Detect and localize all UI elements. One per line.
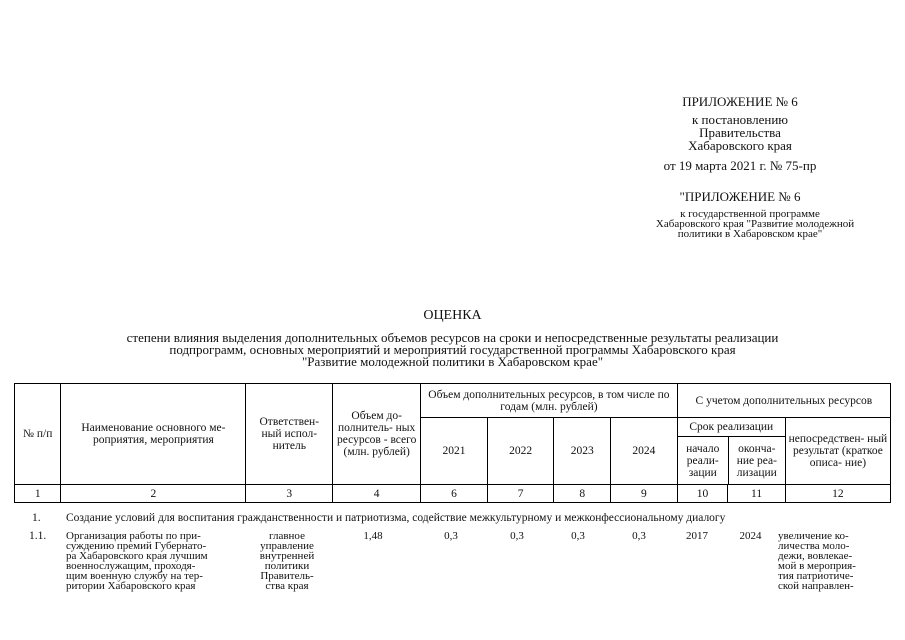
item-name-line: суждению премий Губернато- [66, 540, 207, 552]
item-start-year: 2017 [686, 530, 708, 542]
item-name [66, 531, 240, 591]
colnum-1: 1 [15, 485, 61, 503]
item-name-line: Организация работы по при- [66, 530, 201, 542]
header-volume: Объем до- полнитель- ных ресурсов - всего (млн. рублей) [333, 384, 421, 485]
item-end-year: 2024 [739, 530, 762, 542]
item-result-line: ской направлен- [778, 580, 854, 592]
item-2024: 0,3 [632, 530, 646, 542]
header-name: Наименование основного ме- роприятия, мероприятия [61, 384, 246, 485]
header-year-2022: 2022 [487, 418, 554, 485]
item-resp-line: управление [260, 540, 314, 552]
item-result [778, 531, 882, 591]
header-year-2021: 2021 [421, 418, 488, 485]
appendix-heading: ПРИЛОЖЕНИЕ № 6 [682, 94, 798, 109]
item-name-line: ритории Хабаровского края [66, 580, 196, 592]
colnum-12: 12 [785, 485, 890, 503]
colnum-10: 10 [677, 485, 728, 503]
colnum-3: 3 [246, 485, 333, 503]
colnum-2: 2 [61, 485, 246, 503]
document-subtitle-1: степени влияния выделения дополнительных объемов ресурсов на сроки и непосредственные результаты реализации [126, 330, 779, 345]
item-result-line: личества моло- [778, 540, 850, 552]
header-year-2023: 2023 [554, 418, 611, 485]
item-resp-line: ства края [265, 580, 309, 592]
item-resp-line: внутренней [259, 550, 315, 562]
item-2022: 0,3 [510, 530, 524, 542]
header-num: № п/п [15, 384, 61, 485]
header-with-resources: С учетом дополнительных ресурсов [677, 384, 890, 418]
item-result-line: тия патриотиче- [778, 570, 854, 582]
header-responsible: Ответствен- ный испол- нитель [246, 384, 333, 485]
item-volume: 1,48 [363, 530, 383, 542]
program-line-2: Хабаровского края "Развитие молодежной [655, 218, 855, 230]
item-2021: 0,3 [444, 530, 458, 542]
document-title: ОЦЕНКА [423, 308, 482, 323]
header-term: Срок реализации [678, 418, 785, 437]
government-line: Правительства [699, 125, 781, 140]
colnum-4: 4 [333, 485, 421, 503]
item-result-line: мой в мероприя- [778, 560, 856, 572]
colnum-6: 6 [421, 485, 488, 503]
colnum-9: 9 [611, 485, 678, 503]
item-resp-line: Правитель- [260, 570, 314, 582]
colnum-7: 7 [487, 485, 554, 503]
item-result-line: увеличение ко- [778, 530, 849, 542]
region-line: Хабаровского края [688, 138, 792, 153]
colnum-8: 8 [554, 485, 611, 503]
resources-table [14, 383, 891, 503]
header-result: непосредствен- ный результат (краткое описа- ние) [785, 418, 890, 485]
item-name-line: щим военную службу на тер- [66, 570, 203, 582]
item-number: 1.1. [29, 530, 47, 542]
item-responsible [248, 531, 326, 591]
decree-date-line: от 19 марта 2021 г. № 75-пр [663, 158, 817, 173]
appendix2-heading: "ПРИЛОЖЕНИЕ № 6 [679, 189, 801, 204]
document-subtitle-3: "Развитие молодежной политики в Хабаровском крае" [301, 354, 604, 369]
item-name-line: ра Хабаровского края лучшим [66, 550, 208, 562]
program-line-3: политики в Хабаровском крае" [677, 228, 823, 240]
header-start: начало реали- зации [678, 437, 729, 484]
header-year-2024: 2024 [611, 418, 678, 485]
to-decree-line: к постановлению [691, 112, 789, 127]
program-line-1: к государственной программе [680, 208, 820, 220]
item-name-line: военнослужащим, проходя- [66, 560, 196, 572]
section-title: Создание условий для воспитания гражданственности и патриотизма, содействие межкультурному и межконфессиональному диалогу [66, 512, 726, 524]
header-term-group [677, 418, 785, 485]
item-resp-line: политики [264, 560, 310, 572]
header-end: оконча- ние реа- лизации [736, 442, 777, 479]
header-years-group: Объем дополнительных ресурсов, в том числе по годам (млн. рублей) [421, 384, 678, 418]
item-resp-line: главное [269, 530, 305, 542]
colnum-11: 11 [728, 485, 786, 503]
document-subtitle-2: подпрограмм, основных мероприятий и мероприятий государственной программы Хабаровского края [169, 342, 736, 357]
item-result-line: дежи, вовлекае- [778, 550, 853, 562]
section-number: 1. [32, 512, 41, 524]
item-2023: 0,3 [571, 530, 585, 542]
